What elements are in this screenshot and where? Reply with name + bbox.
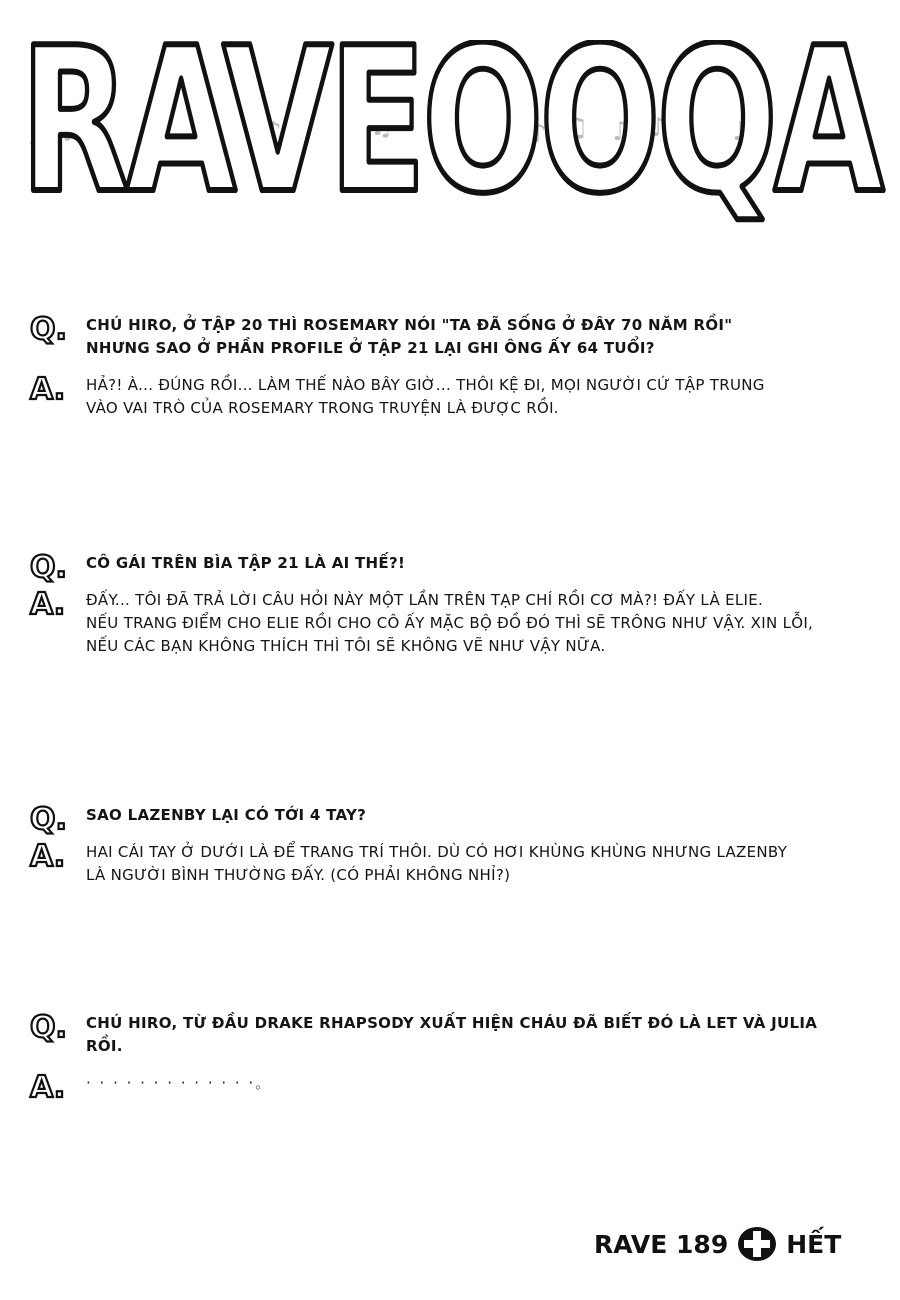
rave-cross-icon <box>736 1225 778 1263</box>
svg-text:♪: ♪ <box>28 122 45 152</box>
qa-item-3 <box>28 804 848 901</box>
svg-text:♪: ♪ <box>840 119 857 149</box>
svg-text:♫: ♫ <box>52 115 76 145</box>
qa-item-2 <box>28 552 848 672</box>
answer-marker-icon <box>28 587 84 621</box>
svg-text:Q.: Q. <box>30 1010 67 1044</box>
svg-text:♫: ♫ <box>340 120 364 150</box>
qa-item-4 <box>28 1012 848 1109</box>
question-marker-icon <box>28 312 84 346</box>
svg-text:A.: A. <box>30 372 66 406</box>
answer-marker-icon <box>28 372 84 406</box>
header-title-graphic <box>10 40 890 230</box>
answer-row <box>28 589 848 658</box>
svg-text:♫: ♫ <box>430 115 454 145</box>
end-label: HẾT <box>786 1229 842 1259</box>
answer-row <box>28 374 848 420</box>
svg-text:♪: ♪ <box>265 117 282 147</box>
question-text: CÔ GÁI TRÊN BÌA TẬP 21 LÀ AI THẾ?! <box>86 554 406 572</box>
answer-text: HẢ?! À... ĐÚNG RỒI... LÀM THẾ NÀO BÂY GIỜ... THÔI KỆ ĐI, MỌI NGƯỜI CỨ TẬP TRUNG VÀO VAI TRÒ CỦA ROSEMARY TRONG TRUYỆN LÀ ĐƯỢC RỒI. <box>86 376 765 417</box>
svg-text:♫: ♫ <box>610 117 634 147</box>
question-marker-icon <box>28 1010 84 1044</box>
svg-text:♫: ♫ <box>140 119 164 149</box>
title-text: RAVEOOQA <box>20 40 884 230</box>
answer-text: · · · · · · · · · · · · ·。 <box>86 1074 273 1092</box>
svg-text:Q.: Q. <box>30 312 67 346</box>
svg-text:♫: ♫ <box>370 112 394 142</box>
qa-item-1 <box>28 314 848 434</box>
question-text: SAO LAZENBY LẠI CÓ TỚI 4 TAY? <box>86 806 367 824</box>
svg-text:♫: ♫ <box>190 112 214 142</box>
answer-row <box>28 841 848 887</box>
question-marker-icon <box>28 550 84 584</box>
svg-text:Q.: Q. <box>30 802 67 836</box>
svg-text:A.: A. <box>30 1070 66 1104</box>
answer-text: HAI CÁI TAY Ở DƯỚI LÀ ĐỂ TRANG TRÍ THÔI. DÙ CÓ HƠI KHÙNG KHÙNG NHƯNG LAZENBY LÀ NGƯỜI BÌNH THƯỜNG ĐẤY. (CÓ PHẢI KHÔNG NHỈ?) <box>86 843 788 884</box>
question-row <box>28 550 848 584</box>
answer-marker-icon <box>28 1070 84 1104</box>
svg-text:♫: ♫ <box>800 113 824 143</box>
question-row <box>28 314 848 360</box>
svg-text:♪: ♪ <box>530 119 547 149</box>
question-row <box>28 802 848 836</box>
answer-text: ĐẤY... TÔI ĐÃ TRẢ LỜI CÂU HỎI NÀY MỘT LẦN TRÊN TẠP CHÍ RỒI CƠ MÀ?! ĐẤY LÀ ELIE. NẾU TRANG ĐIỂM CHO ELIE RỒI CHO CÔ ẤY MẶC BỘ ĐỒ ĐÓ THÌ SẼ TRÔNG NHƯ VẬY. XIN LỖI, NẾU CÁC BẠN KHÔNG THÍCH THÌ TÔI SẼ KHÔNG VẼ NHƯ VẬY NỮA. <box>86 591 814 655</box>
svg-text:♪: ♪ <box>650 113 667 143</box>
question-text: CHÚ HIRO, Ở TẬP 20 THÌ ROSEMARY NÓI "TA ĐÃ SỐNG Ở ĐÂY 70 NĂM RỒI" NHƯNG SAO Ở PHẦN PROFILE Ở TẬP 21 LẠI GHI ÔNG ẤY 64 TUỔI? <box>86 316 733 357</box>
question-marker-icon <box>28 802 84 836</box>
svg-text:A.: A. <box>30 839 66 873</box>
svg-text:A.: A. <box>30 587 66 621</box>
header-title <box>10 40 890 230</box>
question-row <box>28 1012 848 1058</box>
svg-text:Q.: Q. <box>30 550 67 584</box>
svg-text:♫: ♫ <box>730 117 754 147</box>
answer-marker-icon <box>28 839 84 873</box>
svg-text:♫: ♫ <box>565 113 589 143</box>
chapter-label: RAVE 189 <box>594 1229 729 1259</box>
answer-row <box>28 1070 848 1104</box>
chapter-end-footer <box>594 1224 841 1264</box>
question-text: CHÚ HIRO, TỪ ĐẦU DRAKE RHAPSODY XUẤT HIỆN CHÁU ĐÃ BIẾT ĐÓ LÀ LET VÀ JULIA RỒI. <box>86 1014 818 1055</box>
